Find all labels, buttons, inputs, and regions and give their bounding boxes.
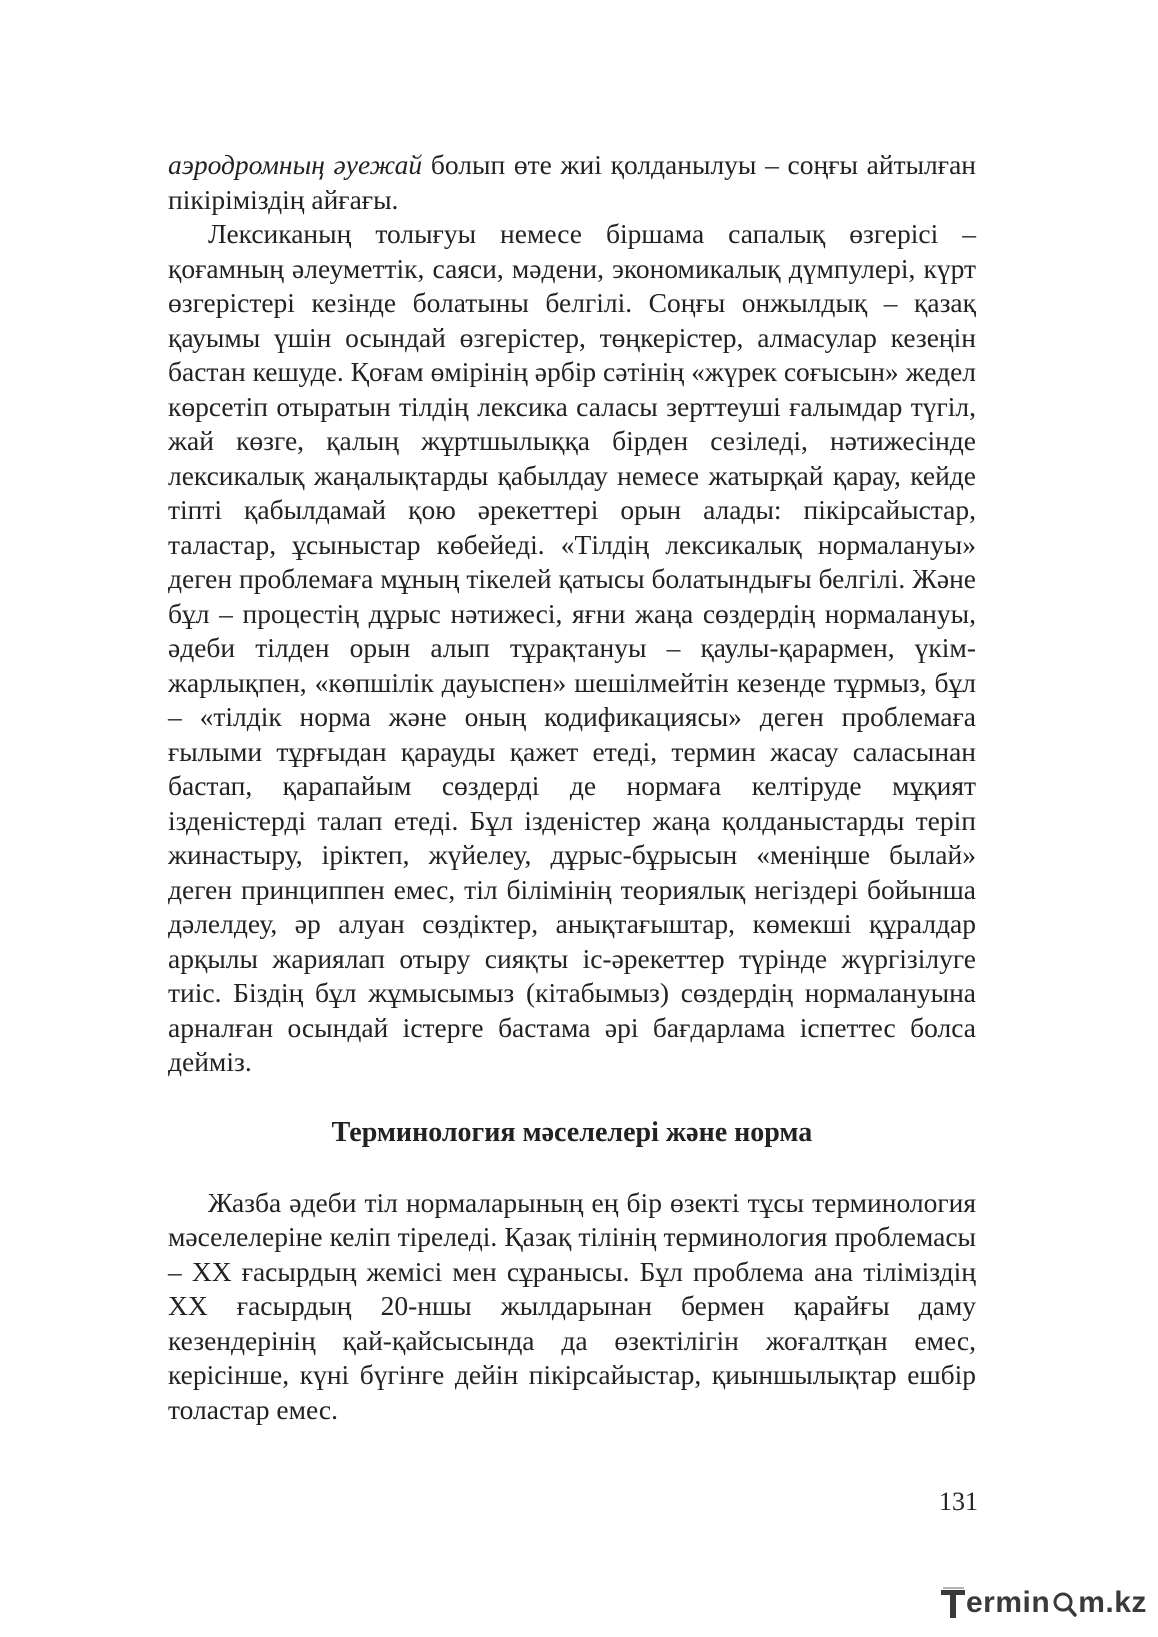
paragraph-3: Жазба әдеби тіл нормаларының ең бір өзекті тұсы терминология мәселелеріне келіп тіреледі. Қазақ тілінің терминология проблемасы – ХХ ғасырдың жемісі мен сұранысы. Бұл проблема ана тіліміздің ХХ ғасырдың 20-ншы жылдарынан бермен қарайғы даму кезендерінің қай-қайсысында да өзектілігін жоғалтқан емес, керісінше, күні бүгінге дейін пікірсайыстар, қиыншылықтар ешбір толастар емес. bbox=[168, 1186, 976, 1425]
watermark-text-1: ermin bbox=[966, 1586, 1051, 1619]
page-number: 131 bbox=[939, 1487, 978, 1516]
paragraph-1-text: болып өте жиі қолданылуы – соңғы айтылған пікіріміздің айғағы. bbox=[168, 149, 976, 215]
t-logo-icon bbox=[940, 1586, 966, 1620]
magnifier-icon bbox=[1051, 1588, 1077, 1618]
termincom-watermark bbox=[940, 1580, 1150, 1626]
paragraph-1 bbox=[168, 148, 976, 217]
paragraph-2: Лексиканың толығуы немесе біршама сапалық өзгерісі – қоғамның әлеуметтік, саяси, мәдени, экономикалық дүмпулері, күрт өзгерістері кезінде болатыны белгілі. Соңғы онжылдық – қазақ қауымы үшін осындай өзгерістер, төңкерістер, алмасулар кезеңін бастан кешуде. Қоғам өмірінің әрбір сәтінің «жүрек соғысын» жедел көрсетіп отыратын тілдің лексика саласы зерттеуші ғалымдар түгіл, жай көзге, қалың жұртшылыққа бірден сезіледі, нәтижесінде лексикалық жаңалықтарды қабылдау немесе жатырқай қарау, кейде тіпті қабылдамай қою әрекеттері орын алады: пікірсайыстар, таластар, ұсыныстар көбейеді. «Тілдің лексикалық нормалануы» деген проблемаға мұның тікелей қатысы болатындығы белгілі. Және бұл – процестің дұрыс нәтижесі, яғни жаңа сөздердің нормалануы, әдеби тілден орын алып тұрақтануы – қаулы-қарармен, үкім-жарлықпен, «көпшілік дауыспен» шешілмейтін кезенде тұрмыз, бұл – «тілдік норма және оның кодификациясы» деген проблемаға ғылыми тұрғыдан қарауды қажет етеді, термин жасау саласынан бастап, қарапайым сөздерді де нормаға келтіруде мұқият ізденістерді талап етеді. Бұл ізденістер жаңа қолданыстарды теріп жинастыру, іріктеп, жүйелеу, дұрыс-бұрысын «меніңше былай» деген принциппен емес, тіл білімінің теориялық негіздері бойынша дәлелдеу, әр алуан сөздіктер, анықтағыштар, көмекші құралдар арқылы жариялап отыру сияқты іс-әрекеттер түрінде жүргізілуге тиіс. Біздің бұл жұмысымыз (кітабымыз) сөздердің нормалануына арналған осындай істерге бастама әрі бағдарлама іспеттес болса дейміз. bbox=[168, 218, 976, 1077]
section-heading: Терминология мәселелері және норма bbox=[331, 1116, 813, 1148]
paragraph-1-italic-lead: аэродромның әуежай bbox=[168, 149, 423, 180]
watermark-text-2: m.kz bbox=[1078, 1586, 1147, 1619]
page-body bbox=[168, 148, 976, 1427]
